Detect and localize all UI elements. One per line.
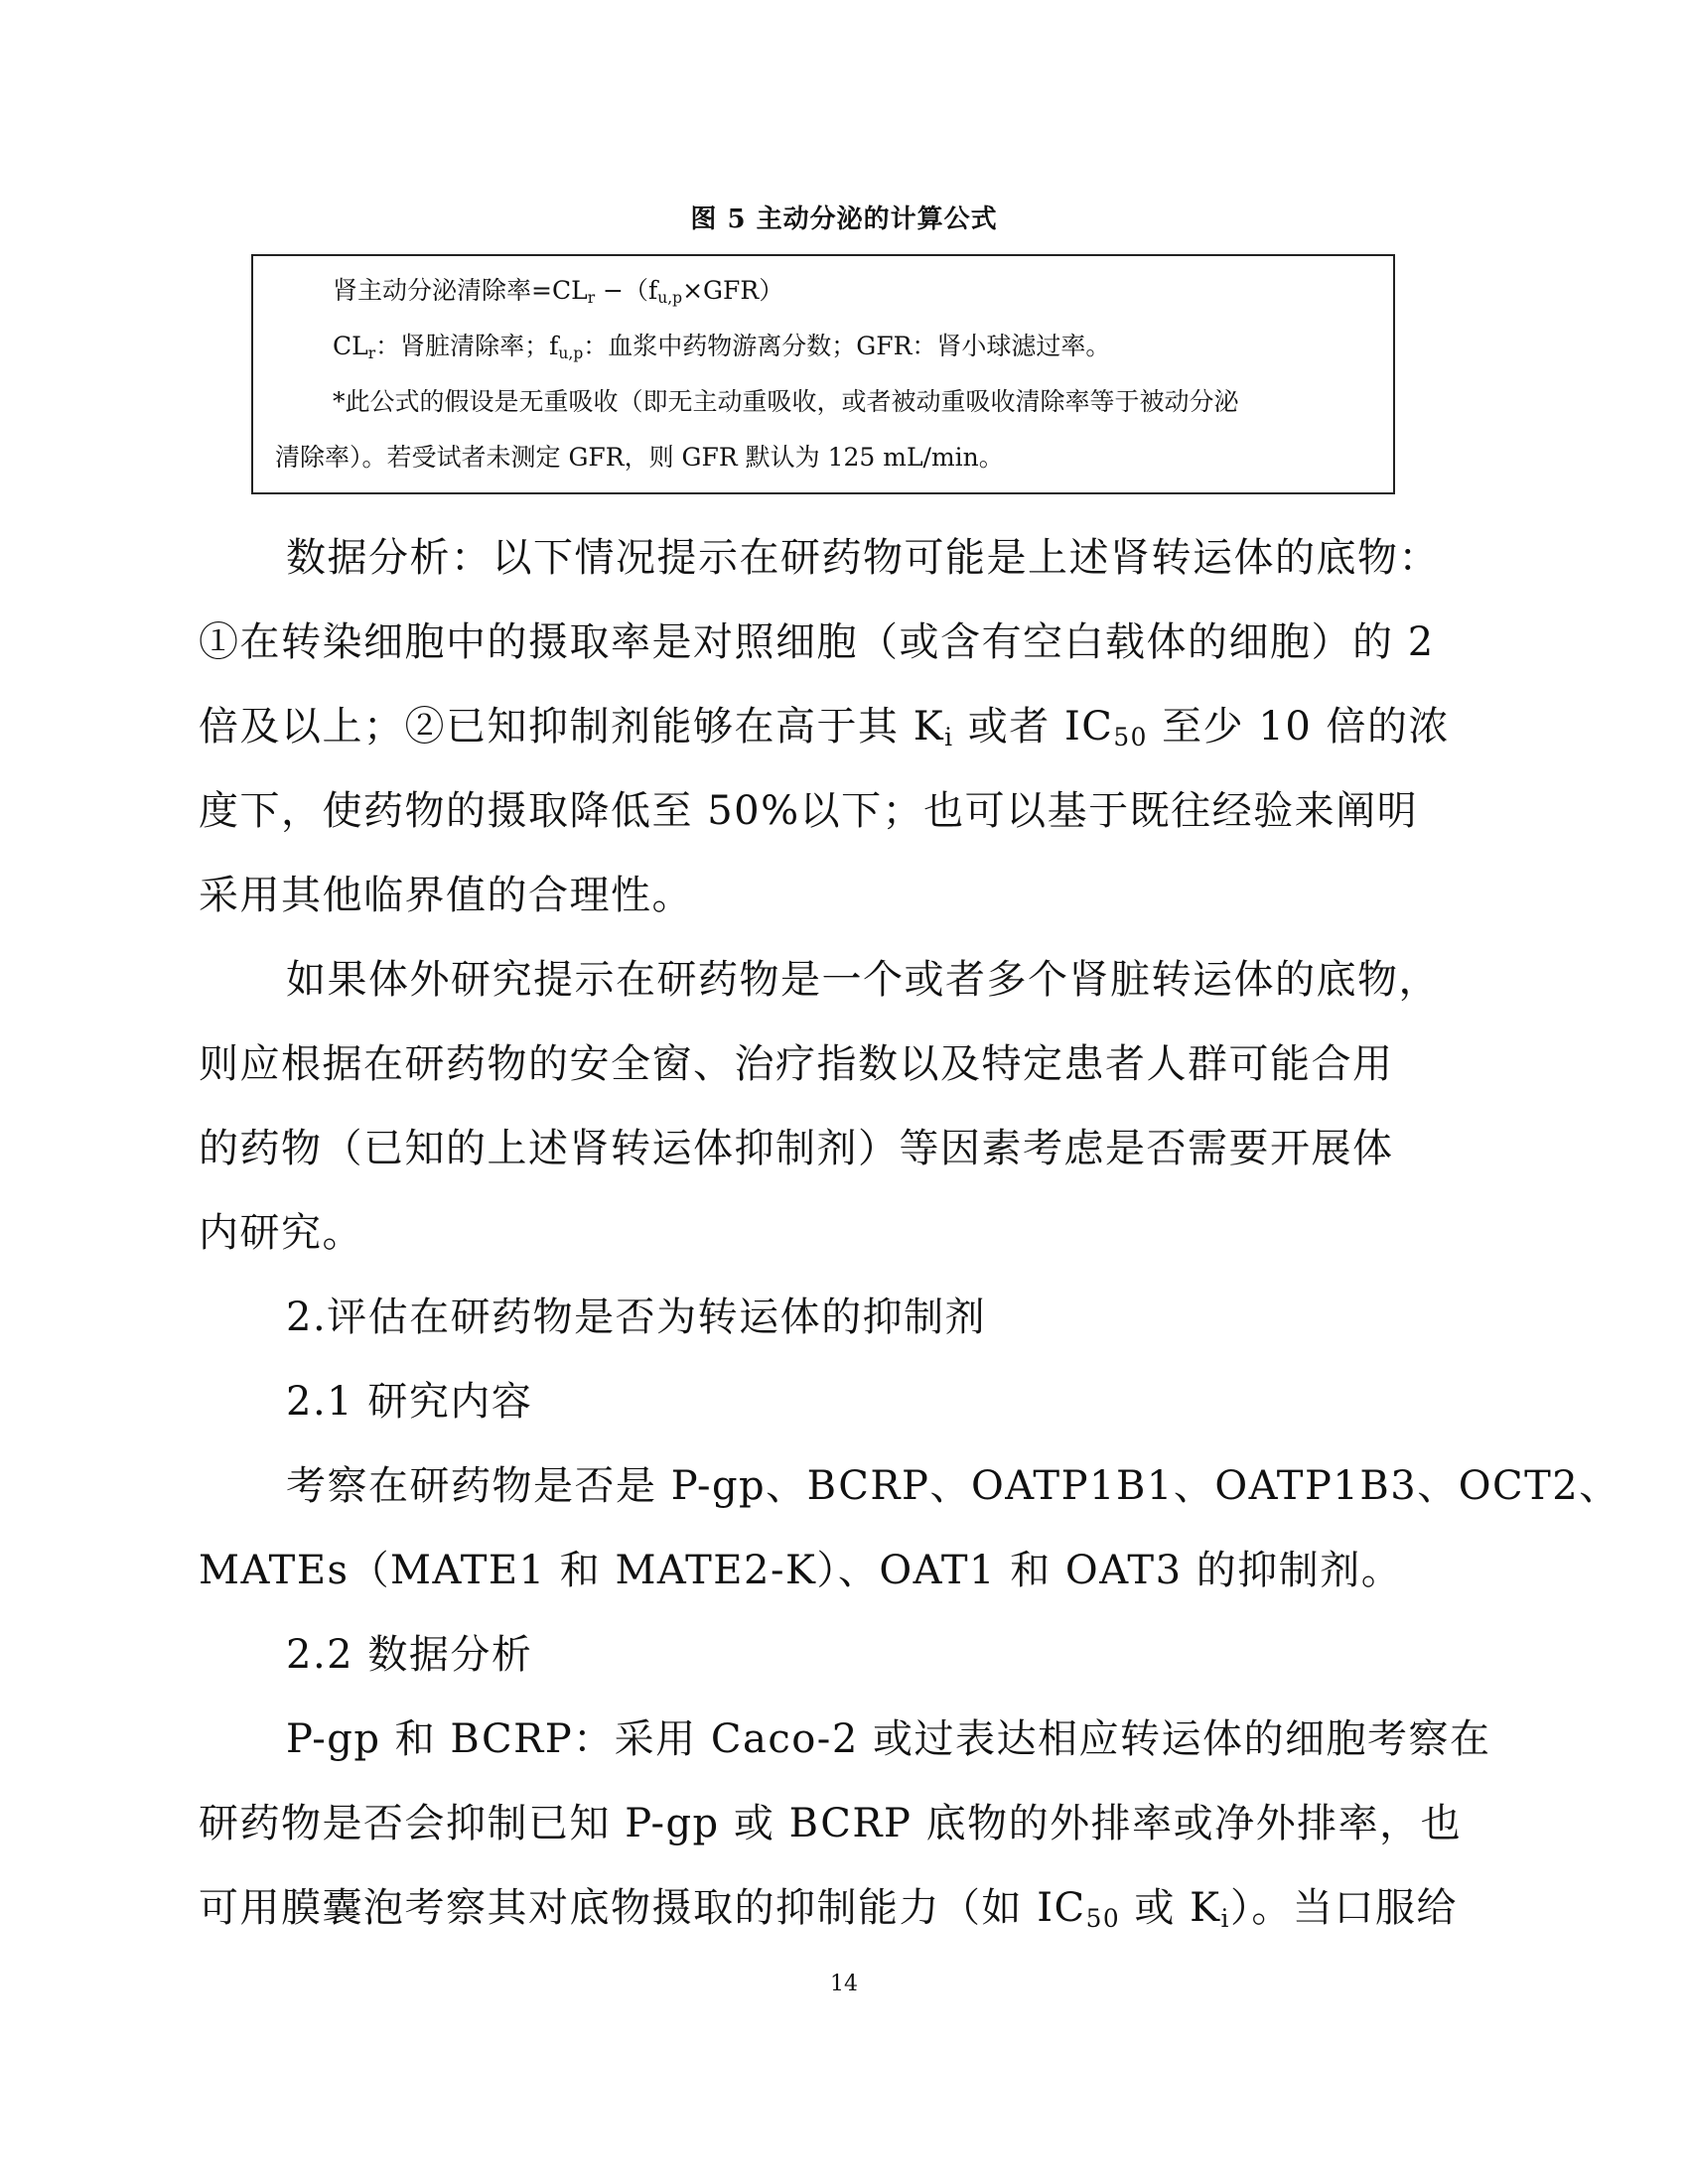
paragraph-line: 可用膜囊泡考察其对底物摄取的抑制能力（如 $IC_{50}$ 或 $K_i$）。当口服给 xyxy=(199,1885,1458,1934)
formula-definitions: $CL_r$：肾脏清除率；$f_{u,p}$：血浆中药物游离分数；GFR：肾小球滤过率。 xyxy=(333,332,1111,362)
paragraph-line: P-gp 和 BCRP：采用 Caco-2 或过表达相应转运体的细胞考察在 xyxy=(286,1716,1491,1762)
subsection-heading: 2.1 研究内容 xyxy=(286,1379,533,1425)
paragraph-line: MATEs（MATE1 和 MATE2-K）、OAT1 和 OAT3 的抑制剂。 xyxy=(199,1548,1403,1593)
paragraph-line: 考察在研药物是否是 P-gp、BCRP、OATP1B1、OATP1B3、OCT2、 xyxy=(286,1463,1620,1509)
formula-line: 肾主动分泌清除率$=CL_r -(f_{u,p}\times GFR)$ xyxy=(333,276,784,307)
paragraph-line: 数据分析：以下情况提示在研药物可能是上述肾转运体的底物： xyxy=(286,535,1440,581)
formula-box xyxy=(251,254,1395,494)
section-heading: 2.评估在研药物是否为转运体的抑制剂 xyxy=(286,1295,987,1340)
formula-note-cont: 清除率）。若受试者未测定 GFR，则 GFR 默认为 125 mL/min。 xyxy=(275,443,1004,472)
paragraph-line: 的药物（已知的上述肾转运体抑制剂）等因素考虑是否需要开展体 xyxy=(199,1126,1394,1171)
paragraph-line: 倍及以上；②已知抑制剂能够在高于其 $K_i$ 或者 $IC_{50}$ 至少 10 倍的浓 xyxy=(199,704,1450,752)
page-number: 14 xyxy=(830,1972,858,1996)
paragraph-line: 采用其他临界值的合理性。 xyxy=(199,873,693,918)
paragraph-line: 则应根据在研药物的安全窗、治疗指数以及特定患者人群可能合用 xyxy=(199,1041,1394,1087)
paragraph-line: 研药物是否会抑制已知 P-gp 或 BCRP 底物的外排率或净外排率，也 xyxy=(199,1801,1463,1846)
figure-title: 图 5 主动分泌的计算公式 xyxy=(690,205,998,234)
paragraph-line: 内研究。 xyxy=(199,1210,363,1256)
subsection-heading: 2.2 数据分析 xyxy=(286,1632,533,1678)
paragraph-line: 度下，使药物的摄取降低至 50%以下；也可以基于既往经验来阐明 xyxy=(199,788,1419,834)
paragraph-line: ①在转染细胞中的摄取率是对照细胞（或含有空白载体的细胞）的 2 xyxy=(199,619,1435,665)
paragraph-line: 如果体外研究提示在研药物是一个或者多个肾脏转运体的底物， xyxy=(286,957,1440,1003)
formula-note: *此公式的假设是无重吸收（即无主动重吸收，或者被动重吸收清除率等于被动分泌 xyxy=(333,387,1239,416)
